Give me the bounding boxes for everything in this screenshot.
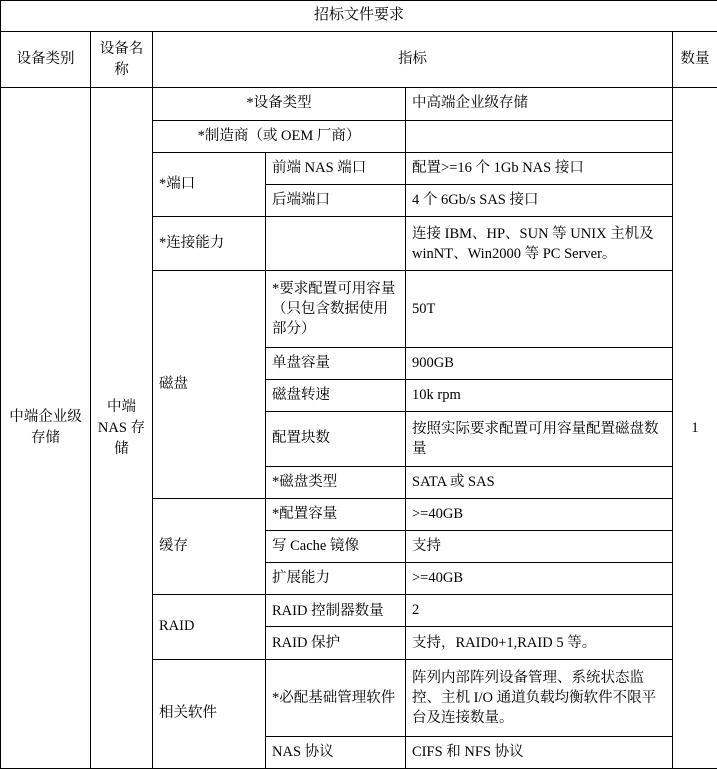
spec-value: 2 bbox=[406, 595, 673, 627]
spec-value: 配置>=16 个 1Gb NAS 接口 bbox=[406, 152, 673, 184]
spec-value: 10k rpm bbox=[406, 380, 673, 412]
spec-group-label: 缓存 bbox=[153, 498, 266, 595]
spec-item-label: 写 Cache 镜像 bbox=[266, 530, 406, 562]
spec-group-label: *连接能力 bbox=[153, 217, 266, 271]
quantity-cell: 1 bbox=[673, 88, 717, 769]
page-title: 招标文件要求 bbox=[1, 1, 717, 32]
spec-group-label: 相关软件 bbox=[153, 659, 266, 768]
spec-item-label: *必配基础管理软件 bbox=[266, 659, 406, 736]
column-header-name: 设备名称 bbox=[91, 32, 153, 88]
spec-item-label: *配置容量 bbox=[266, 498, 406, 530]
spec-value: 支持，RAID0+1,RAID 5 等。 bbox=[406, 627, 673, 659]
spec-value: 连接 IBM、HP、SUN 等 UNIX 主机及 winNT、Win2000 等 PC Server。 bbox=[406, 217, 673, 271]
spec-item-label: 扩展能力 bbox=[266, 563, 406, 595]
spec-value: 900GB bbox=[406, 348, 673, 380]
spec-item-label: *制造商（或 OEM 厂商） bbox=[153, 120, 406, 152]
title-row bbox=[1, 1, 717, 32]
spec-item-label: 单盘容量 bbox=[266, 348, 406, 380]
device-name-cell: 中端 NAS 存储 bbox=[91, 88, 153, 769]
spec-group-label: *端口 bbox=[153, 152, 266, 216]
spec-item-label: RAID 控制器数量 bbox=[266, 595, 406, 627]
spec-value: >=40GB bbox=[406, 563, 673, 595]
device-category-cell: 中端企业级存储 bbox=[1, 88, 91, 769]
spec-value: >=40GB bbox=[406, 498, 673, 530]
spec-item-label: 后端端口 bbox=[266, 184, 406, 216]
spec-value: CIFS 和 NFS 协议 bbox=[406, 736, 673, 768]
column-header-quantity: 数量 bbox=[673, 32, 717, 88]
spec-item-label: *要求配置可用容量（只包含数据使用部分） bbox=[266, 271, 406, 348]
spec-item-label: 磁盘转速 bbox=[266, 380, 406, 412]
table-header-row bbox=[1, 32, 717, 88]
spec-item-label: *设备类型 bbox=[153, 88, 406, 120]
spec-value: 阵列内部阵列设备管理、系统状态监控、主机 I/O 通道负载均衡软件不限平台及连接数量。 bbox=[406, 659, 673, 736]
spec-item-label: NAS 协议 bbox=[266, 736, 406, 768]
table-row bbox=[1, 88, 717, 120]
spec-item-label: RAID 保护 bbox=[266, 627, 406, 659]
spec-item-label: 配置块数 bbox=[266, 412, 406, 466]
spec-item-label: *磁盘类型 bbox=[266, 466, 406, 498]
spec-value: 按照实际要求配置可用容量配置磁盘数量 bbox=[406, 412, 673, 466]
spec-value: 4 个 6Gb/s SAS 接口 bbox=[406, 184, 673, 216]
spec-value: 50T bbox=[406, 271, 673, 348]
spec-group-label: 磁盘 bbox=[153, 271, 266, 499]
spec-value bbox=[406, 120, 673, 152]
spec-value: SATA 或 SAS bbox=[406, 466, 673, 498]
spec-item-label bbox=[266, 217, 406, 271]
column-header-category: 设备类别 bbox=[1, 32, 91, 88]
spec-group-label: RAID bbox=[153, 595, 266, 659]
column-header-spec: 指标 bbox=[153, 32, 673, 88]
spec-value: 支持 bbox=[406, 530, 673, 562]
spec-value: 中高端企业级存储 bbox=[406, 88, 673, 120]
spec-item-label: 前端 NAS 端口 bbox=[266, 152, 406, 184]
